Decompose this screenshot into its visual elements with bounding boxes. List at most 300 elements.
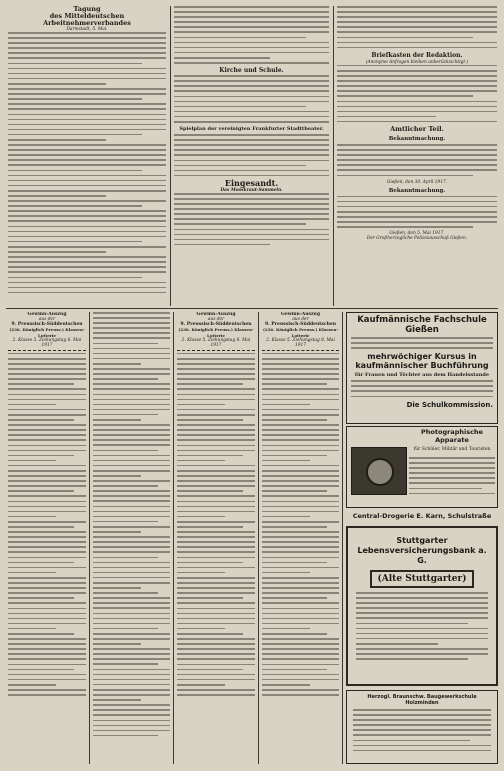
text-line [262,613,339,615]
text-line [174,57,270,59]
text-line [174,31,329,33]
text-line [8,669,74,671]
text-line [177,368,255,370]
text-line [93,658,170,660]
text-line [8,597,74,599]
text-line [409,467,495,469]
text-line [174,218,329,220]
text-line [262,511,339,513]
article-body [174,193,329,246]
divider [177,350,255,351]
text-line [93,643,141,645]
text-line [8,292,166,294]
text-line [8,205,142,207]
signature: Der Großherzogliche Polizeiausschuß Gießen. [366,236,468,242]
text-line [8,226,166,228]
ad-baugewerkschule [346,690,498,764]
text-line [174,134,329,136]
section-heading: Bekanntmachung. [388,187,446,194]
text-line [177,536,255,538]
text-line [351,337,493,339]
text-line [177,557,255,559]
text-line [8,394,86,396]
text-line [8,277,142,279]
text-line [93,735,158,737]
text-line [177,562,243,564]
text-line [93,587,141,589]
ad-title: Kaufmännische Fachschule Gießen [357,315,487,335]
text-line [174,106,306,108]
text-line [93,373,170,375]
text-line [8,480,86,482]
text-line [93,465,170,467]
text-line [262,526,327,528]
text-line [93,607,170,609]
text-line [174,244,270,246]
section-subheading: Das Mooskraut-Sammeln. [220,187,283,193]
text-line [177,445,255,447]
text-line [177,490,243,492]
text-line [8,521,86,523]
text-line [93,653,170,655]
text-line [8,501,86,503]
text-line [93,720,170,722]
text-line [8,541,86,543]
column-1 [8,6,166,306]
text-line [93,704,170,706]
text-line [174,85,329,87]
text-line [8,623,86,625]
text-line [337,121,497,123]
column-rule [173,312,174,764]
text-line [351,347,493,349]
text-line [93,725,170,727]
ad-body [351,380,493,397]
text-line [177,399,255,401]
text-line [8,231,166,233]
text-line [8,37,166,39]
text-line [8,506,86,508]
column-rule [333,6,334,306]
lottery-name-2: (236. Königlich Preuss.) Klassen-Lotterie [178,327,254,338]
text-line [262,587,339,589]
text-line [8,73,166,75]
section-heading: Kirche und Schule. [219,67,284,75]
text-line [177,653,255,655]
text-line [8,475,86,477]
text-line [356,592,488,594]
text-line [8,490,74,492]
text-line [262,363,339,365]
text-line [351,342,493,344]
text-line [262,434,339,436]
text-line [8,465,86,467]
text-line [337,149,497,151]
text-line [8,495,86,497]
text-line [93,343,158,345]
text-line [8,674,86,676]
text-line [177,516,225,518]
text-line [93,694,170,696]
text-line [177,541,255,543]
article-body [337,144,497,176]
text-line [177,608,255,610]
text-line [337,211,497,213]
text-line [8,455,74,457]
text-line [8,460,56,462]
text-line [174,62,329,64]
text-line [174,52,329,54]
text-line [409,488,482,490]
text-line [8,251,106,253]
text-line [93,327,170,329]
text-line [93,337,170,339]
text-line [93,470,170,472]
text-line [177,475,255,477]
text-line [177,638,255,640]
text-line [174,42,329,44]
text-line [174,175,329,177]
text-line [93,495,170,497]
text-line [93,618,170,620]
text-line [174,193,329,195]
text-line [93,490,170,492]
text-line [353,740,470,742]
text-line [409,477,495,479]
text-line [337,106,497,108]
text-line [262,572,310,574]
text-line [262,399,339,401]
text-line [262,557,339,559]
text-line [93,434,170,436]
text-line [93,358,170,360]
text-line [337,201,497,203]
article-body [174,6,329,64]
text-line [409,493,495,495]
text-line [93,582,170,584]
text-line [93,475,141,477]
lottery-name-2: (236. Königlich Preuss.) Klassen-Lotterie [262,327,339,338]
text-line [177,460,225,462]
text-line [262,455,327,457]
text-line [8,511,86,513]
text-line [262,383,327,385]
text-line [8,93,166,95]
text-line [356,623,468,625]
text-line [409,472,495,474]
text-line [337,37,473,39]
text-line [262,562,327,564]
text-line [8,353,86,355]
text-line [8,159,166,161]
text-line [8,88,166,90]
text-line [93,419,141,421]
text-line [93,511,170,513]
ad-body [409,457,495,498]
text-line [93,450,158,452]
text-line [351,396,493,398]
text-line [337,216,497,218]
text-line [177,531,255,533]
article-body [174,134,329,176]
text-line [8,567,86,569]
text-line [177,358,255,360]
camera-illustration [351,447,407,495]
text-line [93,363,141,365]
lottery-sub: aus der [207,317,225,323]
text-line [8,664,86,666]
text-line [174,239,329,241]
text-line [262,450,339,452]
text-line [262,404,310,406]
text-line [262,506,339,508]
lottery-column-1 [8,312,86,764]
text-line [93,633,170,635]
text-line [262,602,339,604]
text-line [8,236,166,238]
text-line [8,271,166,273]
text-line [8,618,86,620]
text-line [262,414,339,416]
text-line [93,444,170,446]
ad-body-text: für Schüler, Militär und Touristen [413,447,491,452]
text-line [8,587,86,589]
text-line [262,394,339,396]
section-subheading: (Anonyme Anfragen bleiben unberücksichtigt.) [365,59,469,65]
text-line [177,434,255,436]
text-line [177,567,255,569]
text-line [174,144,329,146]
text-line [174,37,306,39]
text-line [262,521,339,523]
text-line [337,164,497,166]
text-line [174,160,329,162]
text-line [262,623,339,625]
lottery-name: 9. Preussisch-Süddeutschen [264,322,337,328]
text-line [262,577,339,579]
text-line [177,521,255,523]
text-line [409,457,495,459]
ad-body [353,709,491,751]
text-line [93,669,170,671]
dateline: Darmstadt, 5. Mai. [66,27,108,32]
ad-signature: Die Schulkommission. [406,400,493,409]
column-3 [337,6,497,306]
text-line [93,500,170,502]
text-line [262,541,339,543]
text-line [8,170,142,172]
text-line [262,653,339,655]
text-line [93,628,158,630]
text-line [93,602,170,604]
section-heading: Eingesandt. [224,177,279,188]
text-line [356,617,488,619]
text-line [177,664,255,666]
text-line [337,221,497,223]
lottery-numbers [177,353,255,696]
text-line [177,470,255,472]
text-line [262,424,339,426]
text-line [93,317,170,319]
text-line [8,42,166,44]
text-line [8,175,166,177]
text-line [8,399,86,401]
text-line [262,643,339,645]
text-line [351,390,493,392]
text-line [262,439,339,441]
lottery-sub: aus der [292,317,309,323]
text-line [177,674,255,676]
text-line [8,108,166,110]
text-line [409,482,495,484]
text-line [8,210,166,212]
text-line [262,353,339,355]
ad-subline: für Frauen und Töchter aus dem Handelsstande [354,372,490,379]
text-line [337,116,436,118]
section-rule [6,308,498,309]
lottery-klasse: 2. Klasse 5. Ziehungstag 8. Mai 1917 [181,337,251,348]
text-line [337,75,497,77]
text-line [177,628,225,630]
text-line [8,246,166,248]
text-line [262,480,339,482]
text-line [174,198,329,200]
lottery-title: Gewinn-Auszug [196,312,236,317]
article-body [174,75,329,122]
text-line [93,322,170,324]
text-line [8,424,86,426]
text-line [177,383,243,385]
text-line [93,312,170,314]
text-line [93,332,170,334]
text-line [8,78,166,80]
lottery-klasse: 2. Klasse 5. Ziehungstag 6. Mai 1917 [12,337,82,348]
text-line [8,536,86,538]
text-line [356,612,488,614]
text-line [8,154,166,156]
text-line [177,414,255,416]
text-line [356,607,488,609]
text-line [177,679,255,681]
text-line [8,124,166,126]
text-line [337,206,497,208]
text-line [93,551,170,553]
text-line [8,241,142,243]
text-line [8,577,86,579]
text-line [262,378,339,380]
text-line [174,121,329,123]
text-line [93,613,170,615]
text-line [8,658,86,660]
text-line [93,638,170,640]
text-line [8,414,86,416]
text-line [177,689,255,691]
text-line [177,409,255,411]
text-line [93,516,170,518]
section-heading: Briefkasten der Redaktion. [371,51,463,59]
text-line [174,154,329,156]
text-line [8,180,166,182]
text-line [8,546,86,548]
text-line [337,154,497,156]
lottery-numbers [262,353,339,696]
lottery-numbers [93,312,170,736]
text-line [337,144,497,146]
text-line [337,31,497,33]
lottery-title: Gewinn-Auszug [27,312,67,317]
text-line [93,679,170,681]
lottery-title: Gewinn-Auszug [281,312,320,317]
text-line [337,95,473,97]
text-line [8,282,166,284]
text-line [262,445,339,447]
text-line [337,70,497,72]
text-line [337,90,497,92]
text-line [337,169,497,171]
ad-fachschule [346,312,498,424]
text-line [93,674,170,676]
text-line [174,208,329,210]
text-line [262,567,339,569]
text-line [93,460,170,462]
text-line [262,531,339,533]
text-line [93,378,158,380]
text-line [93,709,170,711]
text-line [262,597,327,599]
text-line [8,404,56,406]
text-line [174,11,329,13]
text-line [8,608,86,610]
text-line [174,101,329,103]
text-line [174,96,329,98]
text-line [8,383,74,385]
text-line [262,460,310,462]
text-line [8,689,86,691]
text-line [93,348,170,350]
text-line [177,388,255,390]
text-line [174,213,329,215]
text-line [177,506,255,508]
text-line [356,648,488,650]
text-line [8,378,86,380]
text-line [93,730,170,732]
text-line [337,65,497,67]
text-line [93,383,170,385]
section-heading: Amtlicher Teil. [390,124,444,133]
article-body [8,32,166,293]
text-line [262,674,339,676]
text-line [8,694,86,696]
text-line [8,445,86,447]
text-line [262,475,339,477]
text-line [93,557,158,559]
text-line [174,21,329,23]
text-line [353,724,491,726]
ad-body [356,592,488,660]
column-rule [342,312,343,764]
text-line [8,572,56,574]
text-line [353,745,491,747]
section-heading: Bekanntmachung. [388,135,446,142]
ad-title: Photographische Apparate [421,428,483,444]
text-line [262,536,339,538]
text-line [93,663,158,665]
text-line [177,551,255,553]
text-line [262,368,339,370]
text-line [177,669,243,671]
text-line [8,57,166,59]
text-line [174,90,329,92]
